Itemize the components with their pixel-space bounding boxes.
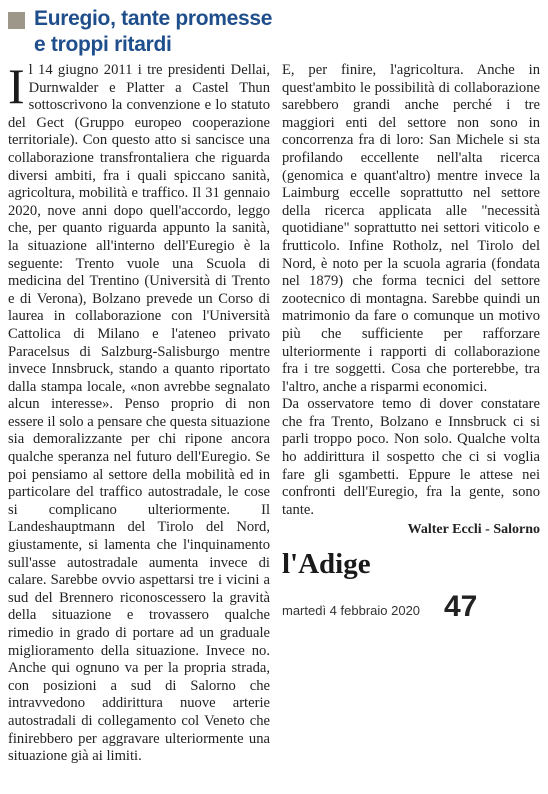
article-paragraph-3: Da osservatore temo di dover constatare che fra Trento, Bolzano e Innsbruck ci si parli troppo poco. Non solo. Qualche volta ho addirittura il sospetto che ci si voglia fare gli sgambetti. Eppure le attese nei confronti dell'Euregio, fra la gente, sono tante. — [282, 396, 540, 518]
author-signature: Walter Eccli - Salorno — [407, 522, 540, 538]
headline-square-icon — [8, 12, 25, 29]
page-footer — [282, 590, 540, 624]
article-paragraph-1 — [8, 58, 270, 766]
article-text-1: l 14 giugno 2011 i tre presidenti Dellai, Durnwalder e Platter a Castel Thun sottoscrivono la convenzione e lo statuto del Gect (Gruppo europeo cooperazione territoriale). Con questo atto si sancisce una collaborazione transfrontaliera che riguarda diversi ambiti, fra i quali spiccano sanità, agricoltura, mobilità e traffico. Il 31 gennaio 2020, nove anni dopo quell'accordo, leggo che, per quanto riguarda appunto la sanità, la situazione all'interno dell'Euregio è la seguente: Trento vuole una Scuola di medicina del Trentino (Università di Trento e di Verona), Bolzano prevede un Corso di laurea in collaborazione con l'Università Cattolica di Milano e l'ateneo privato Paracelsus di Salzburg-Salisburgo mentre invece Innsbruck, stando a quanto riportato dalla stampa locale, «non avrebbe segnalato alcun interesse». Penso proprio di non essere il solo a pensare che questa situazione sia demoralizzante per chi ripone ancora qualche speranza nel futuro dell'Euregio. Se poi pensiamo al settore della mobilità ed in particolare del traffico autostradale, le cose si complicano ulteriormente. Il Landeshauptmann del Tirolo del Nord, giustamente, si lamenta che l'inquinamento sull'asse autostradale aumenta invece di calare. Sarebbe ovvio aspettarsi tre i vicini a sud del Brennero riconoscessero la gravità della situazione e trovassero qualche rimedio in grado di portare ad un graduale miglioramento della situazione. Invece no. Anche qui ognuno va per la propria strada, con posizioni a sud di Salorno che intravvedono addirittura nuove arterie autostradali di collegamento col Veneto che finirebbero per aggravare ulteriormente una situazione già ai limiti. — [8, 62, 270, 765]
article-column-1 — [8, 58, 270, 766]
headline — [8, 6, 278, 58]
publication-date: martedì 4 febbraio 2020 — [282, 603, 421, 618]
page-number: 47 — [444, 590, 478, 623]
headline-block — [8, 6, 278, 58]
article-column-2 — [282, 62, 540, 539]
drop-cap: I — [8, 58, 25, 114]
headline-line-1: Euregio, tante promesse — [34, 7, 273, 30]
headline-line-2: e troppi ritardi — [34, 33, 172, 56]
article-paragraph-2: E, per finire, l'agricoltura. Anche in quest'ambito le possibilità di collaborazione sarebbero grandi anche perché i tre maggiori enti del settore non sono in concorrenza fra di loro: San Michele si sta profilando eccellente nell'alta ricerca (genomica e quant'altro) mentre invece la Laimburg eccelle soprattutto nel settore della ricerca applicata alle "necessità quotidiane" soprattutto nei settori viticolo e frutticolo. Infine Rotholz, nel Tirolo del Nord, è noto per la scuola agraria (fondata nel 1879) che forma tecnici del settore zootecnico di montagna. Sarebbe quindi un matrimonio da fare o comunque un motivo più che sufficiente per rafforzare ulteriormente i rapporti di collaborazione fra i tre soggetti. Cosa che porterebbe, tra l'altro, anche a risparmi economici. — [282, 62, 540, 395]
newspaper-masthead: l'Adige — [282, 548, 371, 580]
